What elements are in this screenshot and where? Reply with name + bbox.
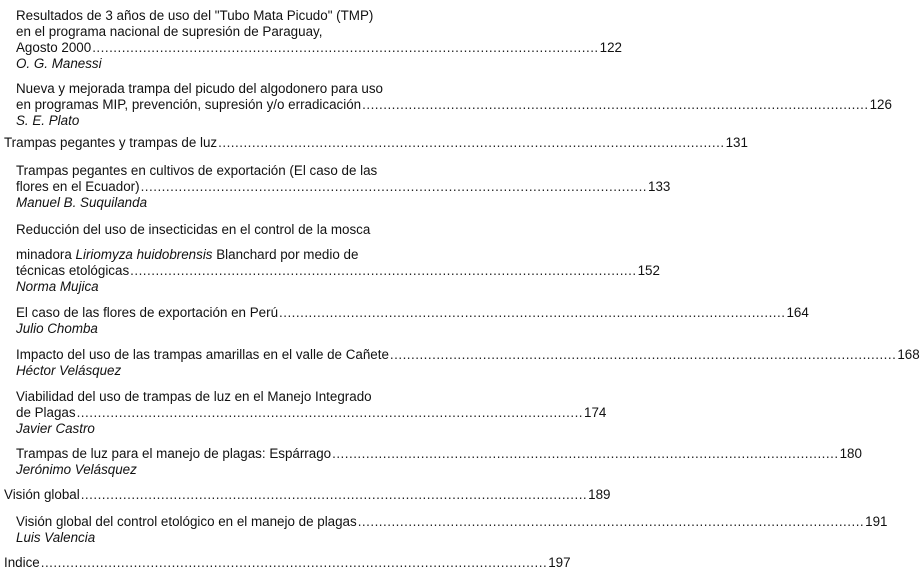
leader-line	[16, 179, 671, 195]
page-number: 122	[599, 40, 622, 55]
title-fragment: minadora	[16, 247, 76, 262]
dot-leader: ........................................................................................................................	[332, 446, 839, 461]
entry-title-line: Nueva y mejorada trampa del picudo del algodonero para uso	[16, 81, 383, 96]
leader-line	[16, 305, 809, 321]
author-name: Javier Castro	[16, 421, 95, 436]
author-name: Jerónimo Velásquez	[16, 462, 137, 477]
leader-line	[16, 446, 862, 462]
entry-title-line: técnicas etológicas	[16, 263, 130, 278]
entry-title-line: Reducción del uso de insecticidas en el control de la mosca	[16, 222, 371, 237]
toc-entry[interactable]	[16, 8, 622, 72]
leader-line	[16, 40, 622, 56]
section-title: Trampas pegantes y trampas de luz	[4, 135, 218, 150]
author-name: Héctor Velásquez	[16, 363, 122, 378]
toc-section[interactable]	[4, 135, 748, 151]
toc-section[interactable]	[4, 555, 571, 571]
entry-title-line: Viabilidad del uso de trampas de luz en el Manejo Integrado	[16, 389, 372, 404]
author-name: O. G. Manessi	[16, 56, 102, 71]
toc-entry[interactable]	[16, 81, 892, 129]
section-title: Indice	[4, 555, 40, 570]
toc-entry[interactable]	[16, 347, 920, 379]
author-name: Manuel B. Suquilanda	[16, 195, 148, 210]
dot-leader: ........................................................................................................................	[279, 305, 786, 320]
dot-leader: ........................................................................................................................	[76, 405, 584, 420]
toc-entry[interactable]	[16, 305, 809, 337]
entry-title-line: Visión global del control etológico en el manejo de plagas	[16, 514, 357, 529]
dot-leader: ........................................................................................................................	[362, 97, 869, 112]
leader-line	[4, 555, 571, 571]
dot-leader: ........................................................................................................................	[140, 179, 648, 194]
leader-line	[4, 135, 748, 151]
page-number: 164	[786, 305, 809, 320]
page-number: 168	[897, 347, 920, 362]
author-name: Luis Valencia	[16, 530, 96, 545]
page-number: 191	[865, 514, 888, 529]
entry-title-line: Resultados de 3 años de uso del "Tubo Mata Picudo" (TMP)	[16, 8, 374, 23]
entry-title-line: de Plagas	[16, 405, 76, 420]
dot-leader: ........................................................................................................................	[357, 514, 865, 529]
toc-section[interactable]	[4, 487, 611, 503]
title-fragment: Blanchard por medio de	[212, 247, 359, 262]
entry-title-line: en el programa nacional de supresión de Paraguay,	[16, 24, 323, 39]
toc-entry[interactable]	[16, 514, 888, 546]
page-number: 126	[869, 97, 892, 112]
page-number: 189	[588, 487, 611, 502]
entry-title-line: El caso de las flores de exportación en Perú	[16, 305, 279, 320]
species-name: Liriomyza huidobrensis	[75, 247, 213, 262]
section-title: Visión global	[4, 487, 80, 502]
entry-title-line: Trampas de luz para el manejo de plagas: Espárrago	[16, 446, 332, 461]
entry-title-line: Impacto del uso de las trampas amarillas en el valle de Cañete	[16, 347, 389, 362]
entry-title-line: Trampas pegantes en cultivos de exportación (El caso de las	[16, 163, 378, 178]
dot-leader: ........................................................................................................................	[130, 263, 637, 278]
page-number: 133	[648, 179, 671, 194]
toc-entry[interactable]	[16, 222, 660, 295]
toc-entry[interactable]	[16, 446, 862, 478]
page-number: 131	[725, 135, 748, 150]
leader-line	[16, 263, 660, 279]
entry-title-line: Agosto 2000	[16, 40, 92, 55]
leader-line	[16, 514, 888, 530]
author-name: Norma Mujica	[16, 279, 99, 294]
author-name: S. E. Plato	[16, 113, 80, 128]
dot-leader: ........................................................................................................................	[92, 40, 599, 55]
dot-leader: ........................................................................................................................	[80, 487, 588, 502]
toc-entry[interactable]	[16, 389, 607, 437]
toc-entry[interactable]	[16, 163, 671, 211]
dot-leader: ........................................................................................................................	[389, 347, 897, 362]
leader-line	[4, 487, 611, 503]
page-number: 152	[637, 263, 660, 278]
author-name: Julio Chomba	[16, 321, 98, 336]
entry-title-line	[16, 247, 453, 263]
page-number: 197	[548, 555, 571, 570]
leader-line	[16, 347, 920, 363]
page-number: 174	[584, 405, 607, 420]
dot-leader: ........................................................................................................................	[218, 135, 725, 150]
page-number: 180	[839, 446, 862, 461]
leader-line	[16, 97, 892, 113]
dot-leader: ........................................................................................................................	[40, 555, 548, 570]
entry-title-line: flores en el Ecuador)	[16, 179, 140, 194]
leader-line	[16, 405, 607, 421]
entry-title-line: en programas MIP, prevención, supresión y/o erradicación	[16, 97, 362, 112]
